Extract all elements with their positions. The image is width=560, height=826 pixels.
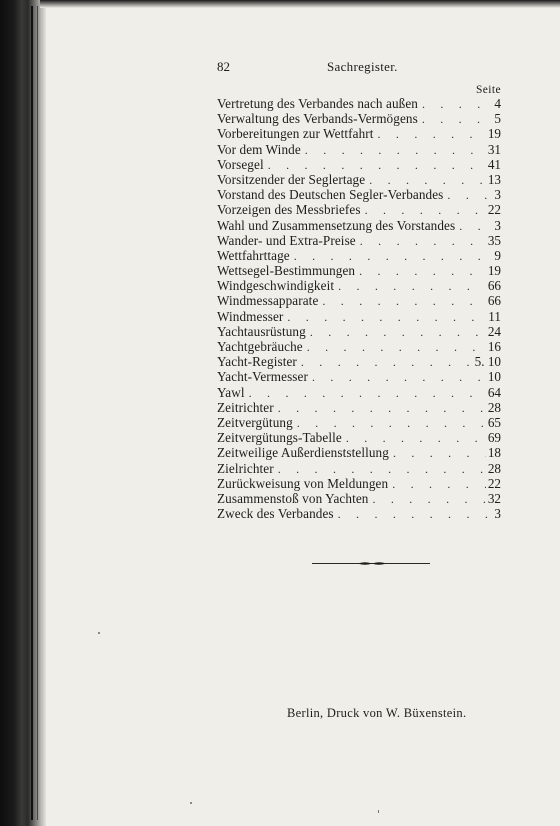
ornament-icon	[358, 561, 386, 566]
index-entry	[217, 369, 501, 384]
binding-edge-line	[31, 6, 33, 820]
binding-edge-line	[37, 6, 38, 820]
index-term: Zweck des Verbandes	[217, 506, 334, 522]
dot-leader	[388, 477, 486, 492]
index-term: Yachtgebräuche	[217, 339, 303, 354]
index-page-reference: 11	[488, 308, 501, 324]
paper-speck	[190, 802, 192, 804]
index-page-reference: 41	[487, 156, 501, 172]
index-page-reference: 69	[487, 430, 501, 446]
index-entry	[217, 506, 501, 521]
index-term: Yawl	[217, 384, 245, 400]
index-page-reference: 16	[487, 339, 501, 354]
index-page-reference: 5	[494, 111, 501, 127]
index-term: Yacht-Register	[217, 354, 297, 370]
index-entry	[217, 445, 501, 460]
page-number: 82	[217, 59, 230, 74]
index-term: Zeitvergütung	[217, 414, 293, 430]
index-entry	[217, 430, 501, 445]
index-entry	[217, 157, 501, 172]
index-page-reference: 31	[487, 141, 501, 157]
index-entry	[217, 202, 501, 217]
index-term: Wettfahrttage	[217, 247, 290, 263]
printer-colophon: Berlin, Druck von W. Büxenstein.	[287, 706, 467, 720]
index-term: Vertretung des Verbandes nach außen	[217, 96, 418, 111]
index-page-reference: 22	[487, 202, 501, 218]
index-term: Wettsegel-Bestimmungen	[217, 263, 356, 279]
index-term: Zeitweilige Außerdienststellung	[217, 445, 389, 461]
index-entry	[217, 126, 501, 141]
paper-speck	[98, 632, 100, 634]
dot-leader	[389, 446, 486, 461]
index-term: Yacht-Vermesser	[217, 369, 308, 385]
dot-leader	[455, 219, 492, 234]
index-term: Wander- und Extra-Preise	[217, 232, 356, 248]
index-page-reference: 18	[487, 445, 501, 461]
index-page-reference: 24	[487, 323, 501, 339]
dot-leader	[361, 203, 486, 218]
index-page-reference: 65	[487, 414, 501, 430]
index-entry	[217, 278, 501, 293]
index-page-reference: 66	[487, 278, 501, 294]
page-column-heading: Seite	[476, 84, 501, 96]
index-term: Vor dem Winde	[217, 141, 301, 157]
running-title: Sachregister.	[327, 59, 398, 74]
index-entry	[217, 491, 501, 506]
dot-leader	[308, 370, 486, 385]
index-term: Zeitrichter	[217, 399, 274, 415]
index-term: Verwaltung des Verbands-Vermögens	[217, 111, 418, 127]
index-entry	[217, 142, 501, 157]
index-entry	[217, 354, 501, 369]
index-entry	[217, 476, 501, 491]
index-page-reference: 19	[487, 126, 501, 142]
index-entry	[217, 111, 501, 126]
index-term: Zurückweisung von Meldungen	[217, 475, 389, 491]
index-page-reference: 9	[494, 247, 501, 263]
dot-leader	[418, 112, 493, 127]
index-page-reference: 3	[494, 217, 501, 233]
index-entry	[217, 187, 501, 202]
dot-leader	[418, 97, 492, 112]
index-page-reference: 35	[487, 232, 501, 248]
index-entry	[217, 263, 501, 278]
index-page-reference: 4	[494, 96, 501, 111]
index-entry	[217, 233, 501, 248]
index-page-reference: 19	[487, 263, 501, 279]
index-term: Windgeschwindigkeit	[217, 278, 335, 294]
index-entry	[217, 218, 501, 233]
index-entry	[217, 96, 501, 111]
index-entry	[217, 309, 501, 324]
index-entry	[217, 248, 501, 263]
index-term: Wahl und Zusammensetzung des Vorstandes	[217, 217, 456, 233]
running-header	[217, 59, 502, 75]
index-term: Zusammenstoß von Yachten	[217, 490, 369, 506]
index-entry	[217, 385, 501, 400]
index-term: Vorbereitungen zur Wettfahrt	[217, 126, 374, 142]
index-page-reference: 13	[487, 171, 501, 187]
dot-leader	[290, 249, 493, 264]
dot-leader	[301, 143, 486, 158]
dot-leader	[334, 279, 486, 294]
index-term: Vorzeigen des Messbriefes	[217, 202, 361, 218]
index-entry	[217, 461, 501, 476]
index-term: Vorsitzender der Seglertage	[217, 171, 366, 187]
index-entry	[217, 172, 501, 187]
index-page-reference: 3	[494, 506, 501, 522]
index-term: Zeitvergütungs-Tabelle	[217, 430, 342, 446]
dot-leader	[264, 158, 486, 173]
dot-leader	[334, 507, 493, 522]
index-page-reference: 66	[487, 293, 501, 309]
dot-leader	[368, 492, 485, 507]
dot-leader	[365, 173, 486, 188]
dot-leader	[245, 386, 486, 401]
index-entry	[217, 339, 501, 354]
index-page-reference: 22	[487, 475, 501, 491]
index-term: Windmesser	[217, 308, 284, 324]
index-page-reference: 28	[487, 399, 501, 415]
subject-index-list	[217, 96, 501, 521]
index-page-reference: 5. 10	[474, 354, 501, 370]
dot-leader	[274, 462, 486, 477]
index-entry	[217, 400, 501, 415]
index-term: Vorstand des Deutschen Segler-Verbandes	[217, 187, 444, 203]
index-term: Vorsegel	[217, 156, 264, 172]
dot-leader	[303, 340, 486, 355]
index-page-reference: 10	[487, 369, 501, 385]
page-top-edge	[40, 0, 560, 8]
dot-leader	[355, 264, 486, 279]
index-entry	[217, 293, 501, 308]
index-entry	[217, 415, 501, 430]
index-entry	[217, 324, 501, 339]
dot-leader	[297, 355, 473, 370]
index-page-reference: 3	[494, 187, 501, 203]
index-term: Zielrichter	[217, 460, 274, 476]
paper-speck	[378, 810, 379, 813]
dot-leader	[306, 325, 486, 340]
index-page-reference: 64	[487, 384, 501, 400]
index-term: Yachtausrüstung	[217, 323, 306, 339]
index-term: Windmessapparate	[217, 293, 319, 309]
book-binding-shadow	[0, 0, 46, 826]
dot-leader	[356, 234, 486, 249]
index-page-reference: 28	[487, 460, 501, 476]
dot-leader	[342, 431, 486, 446]
dot-leader	[293, 416, 486, 431]
index-page-reference: 32	[487, 490, 501, 506]
dot-leader	[374, 127, 486, 142]
dot-leader	[283, 310, 486, 325]
dot-leader	[274, 401, 486, 416]
dot-leader	[443, 188, 492, 203]
dot-leader	[318, 294, 485, 309]
